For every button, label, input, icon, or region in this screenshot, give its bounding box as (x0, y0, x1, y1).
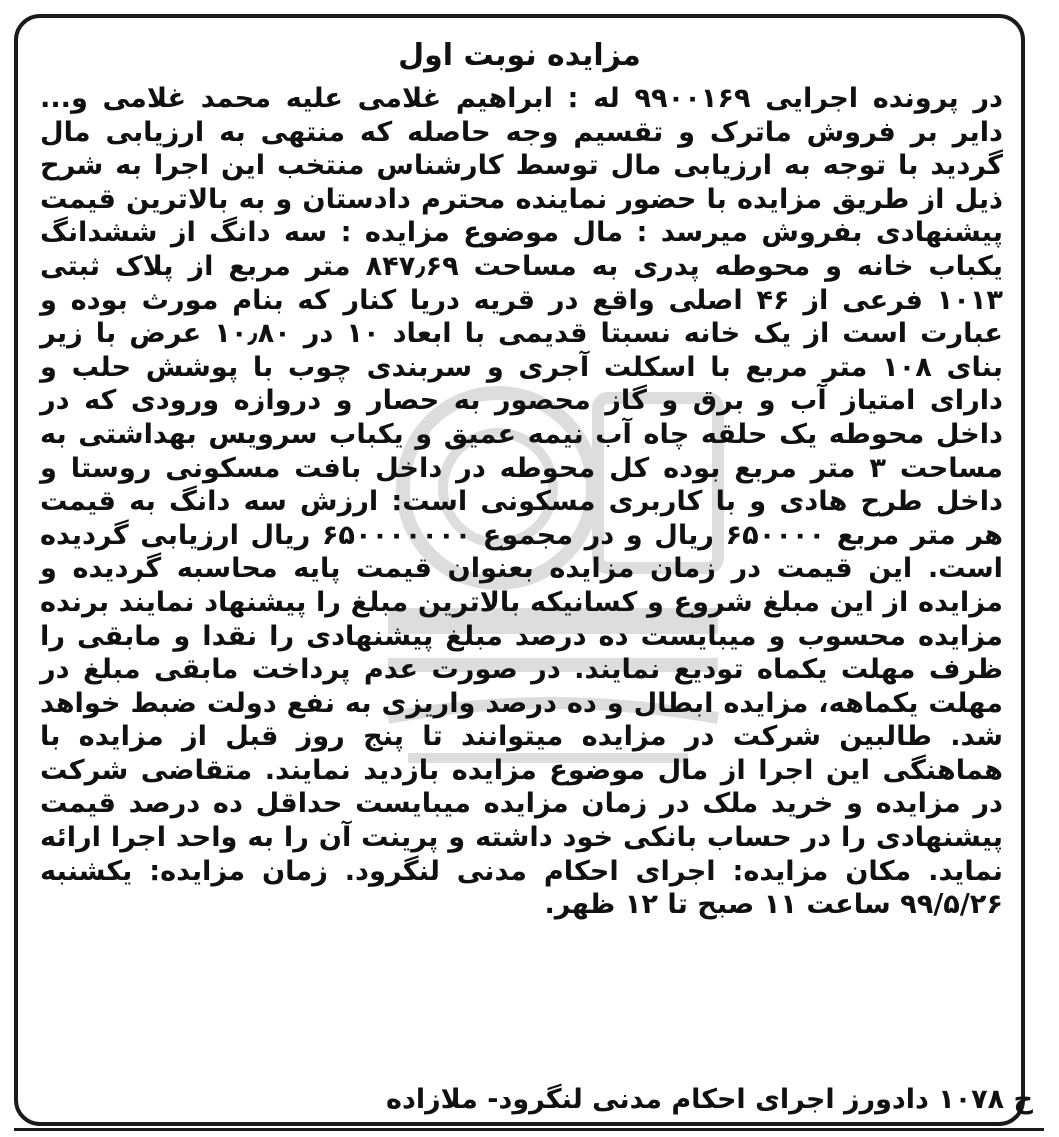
notice-signature: ح ۱۰۷۸ دادورز اجرای احکام مدنی لنگرود- ملازاده (386, 1084, 1033, 1115)
notice-title: مزایده نوبت اول (398, 38, 641, 73)
bottom-divider (14, 1128, 1044, 1131)
notice-body: در پرونده اجرایی ۹۹۰۰۱۶۹ له : ابراهیم غلامی علیه محمد غلامی و... دایر بر فروش ماترک و تقسیم وجه حاصله که منتهی به ارزیابی مال گردید با توجه به ارزیابی مال توسط کارشناس منتخب این اجرا به شرح ذیل از طریق مزایده با حضور نماینده محترم دادستان و به بالاترین قیمت پیشنهادی بفروش میرسد : مال موضوع مزایده : سه دانگ از ششدانگ یکباب خانه و محوطه پدری به مساحت ۸۴۷٫۶۹ متر مربع از پلاک ثبتی ۱۰۱۳ فرعی از ۴۶ اصلی واقع در قریه دریا کنار که بنام مورث بوده و عبارت است از یک خانه نسبتا قدیمی با ابعاد ۱۰ در ۱۰٫۸۰ عرض با زیر بنای ۱۰۸ متر مربع با اسکلت آجری و سربندی چوب با پوشش حلب و دارای امتیاز آب و برق و گاز محصور به حصار و دروازه ورودی که در داخل محوطه یک حلقه چاه آب نیمه عمیق و یکباب سرویس بهداشتی به مساحت ۳ متر مربع بوده کل محوطه در داخل بافت مسکونی روستا و داخل طرح هادی و با کاربری مسکونی است: ارزش سه دانگ به قیمت هر متر مربع ۶۵۰۰۰۰ ریال و در مجموع ۶۵۰۰۰۰۰۰۰ ریال ارزیابی گردیده است. این قیمت در زمان مزایده بعنوان قیمت پایه محاسبه گردیده و مزایده از این مبلغ شروع و کسانیکه بالاترین مبلغ را پیشنهاد نمایند برنده مزایده محسوب و میبایست ده درصد مبلغ پیشنهادی را نقدا و مابقی را ظرف مهلت یکماه توديع نمايند. در صورت عدم پرداخت مابقی مبلغ در مهلت یکماهه، مزایده ابطال و ده درصد واریزی به نفع دولت ضبط خواهد شد. طالبین شرکت در مزایده میتوانند تا پنج روز قبل از مزایده با هماهنگی این اجرا از مال موضوع مزایده بازدید نمایند. متقاضی شرکت در مزایده و خرید ملک در زمان مزایده میبایست حداقل ده درصد قیمت پیشنهادی را در حساب بانکی خود داشته و پرینت آن را به واحد اجرا ارائه نماید. مکان مزایده: اجرای احکام مدنی لنگرود. زمان مزایده: یکشنبه ۹۹/۵/۲۶ ساعت ۱۱ صبح تا ۱۲ ظهر. (40, 83, 1004, 921)
auction-notice (14, 14, 1025, 1126)
